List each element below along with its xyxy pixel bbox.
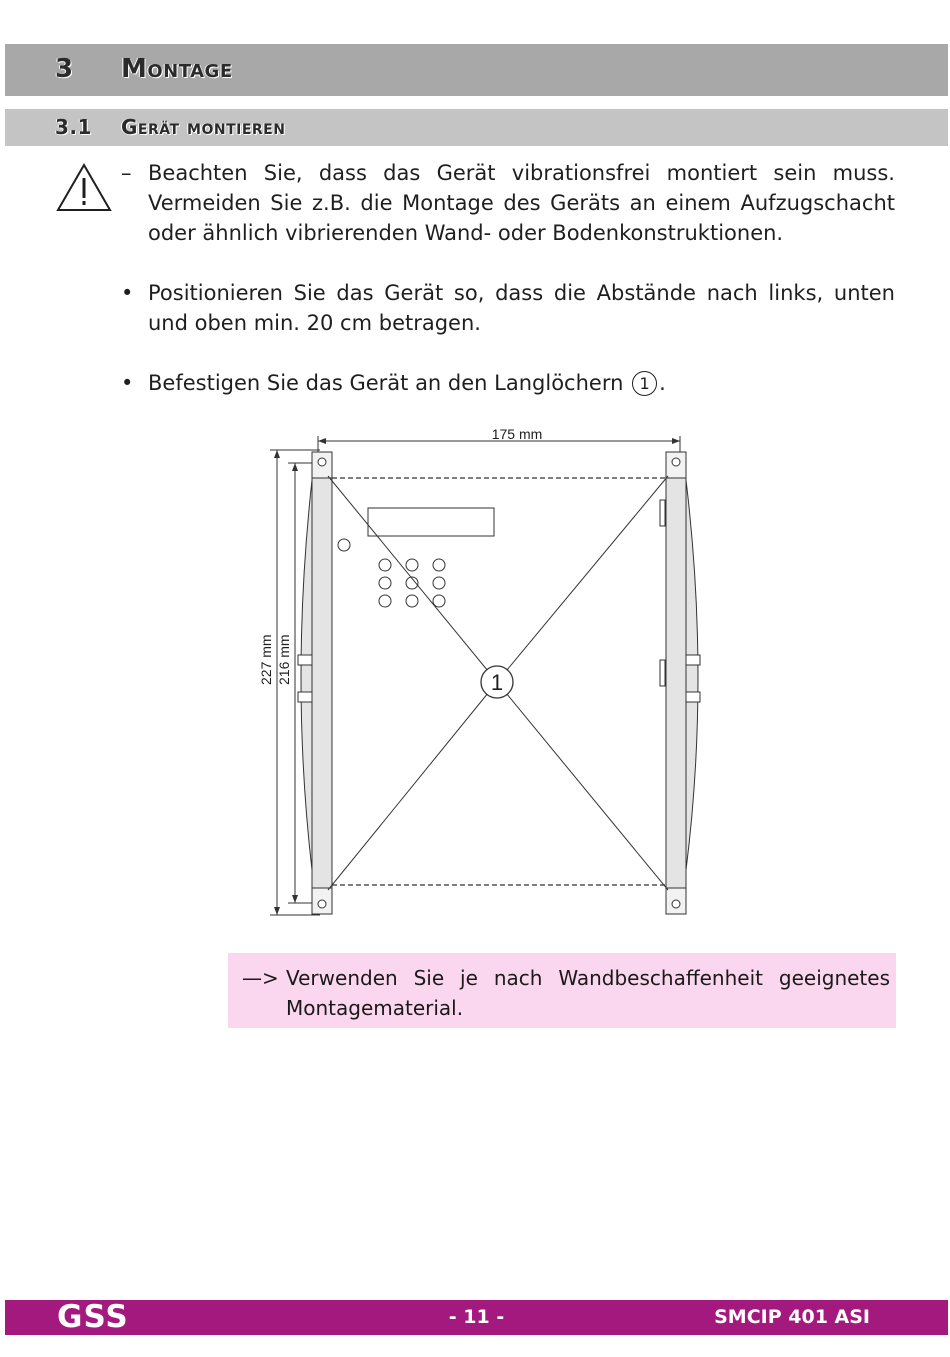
note-box [228,953,896,1028]
chapter-heading-bar [5,44,948,96]
step-fasten-text: Befestigen Sie das Gerät an den Langlöchern [148,371,624,395]
width-dimension-label: 175 mm [491,426,543,442]
slot-reference-callout: 1 [632,371,657,396]
page-footer [5,1300,948,1335]
step-bullet: • [121,371,134,395]
model-name: SMCIP 401 ASI [714,1306,870,1328]
step-position-text: Positionieren Sie das Gerät so, dass die Abstände nach links, unten und oben min. 20 cm betragen. [148,281,895,335]
page-number: - 11 - [448,1306,505,1328]
slot-callout-label: 1 [490,670,504,695]
section-title: Gerät montieren [121,115,286,139]
mounting-drawing [250,420,710,920]
warning-marker: – [121,161,132,185]
note-arrow: —> [242,966,279,990]
note-text: Verwenden Sie je nach Wandbeschaffenheit geeignetes Montagematerial. [286,966,890,1020]
inner-height-label: 216 mm [276,634,292,685]
warning-text: Beachten Sie, dass das Gerät vibrationsfrei montiert sein muss. Vermeiden Sie z.B. die Montage des Geräts an einem Aufzugschacht oder ähnlich vibrierenden Wand- oder Bodenkonstruktionen. [148,161,895,245]
warning-triangle-icon [55,162,113,214]
gss-logo: GSS [57,1299,129,1335]
step-bullet: • [121,281,134,305]
section-number: 3.1 [55,115,92,139]
section-heading-bar [5,109,948,146]
outer-height-label: 227 mm [258,634,274,685]
chapter-number: 3 [55,54,74,84]
step-fasten-end: . [659,371,666,395]
chapter-title: Montage [121,54,233,84]
step-fasten [148,368,895,398]
